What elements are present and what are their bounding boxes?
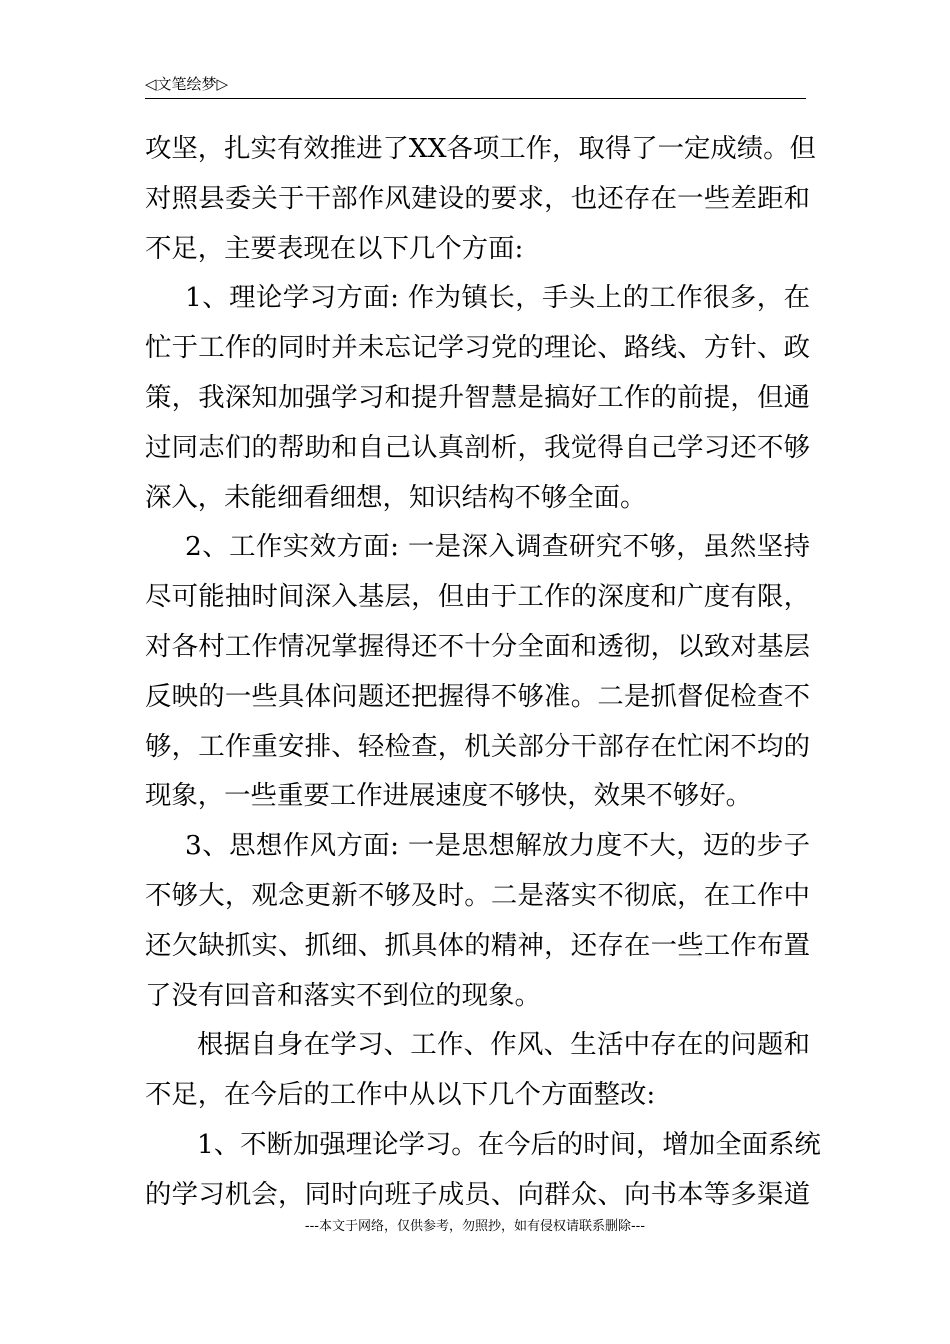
footer-notice: ---本文于网络，仅供参考，勿照抄，如有侵权请联系删除---	[304, 1219, 646, 1234]
body-line: 1、理论学习方面: 作为镇长，手头上的工作很多，在	[185, 282, 810, 314]
body-line: 了没有回音和落实不到位的现象。	[145, 979, 541, 1011]
body-line: 深入，未能细看细想，知识结构不够全面。	[145, 481, 647, 513]
body-line: 反映的一些具体问题还把握得不够准。二是抓督促检查不	[145, 680, 810, 712]
body-line: 攻坚，扎实有效推进了XX各项工作，取得了一定成绩。但	[145, 133, 816, 164]
header-title: ◁文笔绘梦▷	[145, 75, 229, 93]
body-line: 不够大，观念更新不够及时。二是落实不彻底，在工作中	[145, 879, 810, 911]
body-line: 够，工作重安排、轻检查，机关部分干部存在忙闲不均的	[145, 730, 810, 762]
body-line: 忙于工作的同时并未忘记学习党的理论、路线、方针、政	[145, 332, 810, 364]
header-divider	[145, 98, 806, 99]
body-line: 尽可能抽时间深入基层，但由于工作的深度和广度有限，	[145, 581, 810, 613]
body-line: 1、不断加强理论学习。在今后的时间，增加全面系统	[197, 1128, 821, 1160]
body-line: 策，我深知加强学习和提升智慧是搞好工作的前提，但通	[145, 381, 810, 413]
body-line: 现象，一些重要工作进展速度不够快，效果不够好。	[145, 780, 752, 812]
body-line: 过同志们的帮助和自己认真剖析，我觉得自己学习还不够	[145, 431, 810, 463]
body-line: 不足，主要表现在以下几个方面:	[145, 232, 524, 264]
body-line: 对照县委关于干部作风建设的要求，也还存在一些差距和	[145, 182, 810, 214]
body-line: 对各村工作情况掌握得还不十分全面和透彻，以致对基层	[145, 630, 810, 662]
body-line: 的学习机会，同时向班子成员、向群众、向书本等多渠道	[145, 1178, 810, 1210]
body-line: 还欠缺抓实、抓细、抓具体的精神，还存在一些工作布置	[145, 929, 810, 961]
body-line: 不足，在今后的工作中从以下几个方面整改:	[145, 1079, 656, 1111]
document-body	[145, 124, 821, 1220]
body-line: 根据自身在学习、工作、作风、生活中存在的问题和	[197, 1029, 810, 1061]
body-line: 2、工作实效方面: 一是深入调查研究不够，虽然坚持	[185, 531, 810, 563]
body-line: 3、思想作风方面: 一是思想解放力度不大，迈的步子	[185, 830, 810, 862]
